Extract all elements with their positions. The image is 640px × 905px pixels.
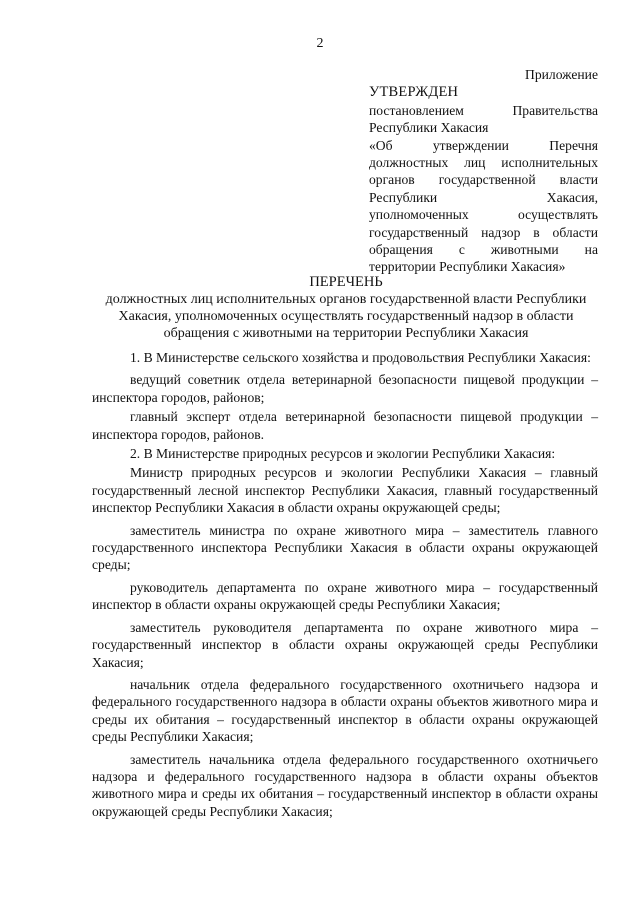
document-body	[92, 349, 598, 825]
list-item: 1. В Министерстве сельского хозяйства и продовольствия Республики Хакасия:	[130, 350, 591, 365]
list-item: начальник отдела федерального государственного охотничьего надзора и федерального государственного надзора в области охраны объектов животного мира и среды их обитания – государственный инспектор в области охраны окружающей среды Республики Хакасия;	[92, 676, 598, 745]
document-heading	[92, 274, 600, 342]
approval-line: территории Республики Хакасия»	[369, 259, 566, 275]
approval-line: государственный надзор в области	[369, 224, 598, 240]
approval-line: Республики Хакасия,	[369, 189, 598, 205]
list-item: 2. В Министерстве природных ресурсов и экологии Республики Хакасия:	[130, 446, 556, 462]
approval-line: уполномоченных осуществлять	[369, 207, 598, 223]
list-item: Министр природных ресурсов и экологии Республики Хакасия – главный государственный лесной инспектор Республики Хакасия, главный государственный инспектор Республики Хакасия в области охраны окружающей среды;	[92, 465, 598, 516]
page-number: 2	[316, 36, 324, 51]
list-item: заместитель начальника отдела федерального государственного охотничьего надзора и федерального государственного надзора в области охраны объектов животного мира и среды их обитания – государственный инспектор в области охраны окружающей среды Республики Хакасия;	[92, 751, 598, 819]
approval-line: органов государственной власти	[369, 172, 598, 188]
appendix-label: Приложение	[525, 67, 598, 82]
document-title: ПЕРЕЧЕНЬ	[309, 274, 383, 290]
list-item: ведущий советник отдела ветеринарной безопасности пищевой продукции – инспектора городов, районов;	[92, 372, 598, 405]
approval-line: постановлением Правительства	[369, 102, 598, 118]
approval-line: Республики Хакасия	[369, 120, 489, 136]
approval-line: обращения с животными на	[369, 242, 598, 258]
document-subtitle: должностных лиц исполнительных органов государственной власти Республики Хакасия, уполномоченных осуществлять государственный надзор в области обращения с животными на территории Республики Хакасия	[105, 292, 587, 342]
approval-title: УТВЕРЖДЕН	[369, 84, 459, 101]
approval-line: должностных лиц исполнительных	[369, 155, 598, 171]
list-item: руководитель департамента по охране животного мира – государственный инспектор в области охраны окружающей среды Республики Хакасия;	[92, 579, 598, 613]
approval-line: «Об утверждении Перечня	[369, 137, 598, 153]
list-item: заместитель руководителя департамента по охране животного мира – государственный инспектор в области охраны окружающей среды Республики Хакасия;	[92, 619, 598, 670]
list-item: главный эксперт отдела ветеринарной безопасности пищевой продукции – инспектора городов, районов.	[92, 409, 598, 442]
approval-block	[369, 66, 598, 276]
approval-body	[369, 102, 598, 276]
list-item: заместитель министра по охране животного мира – заместитель главного государственного инспектора Республики Хакасия в области охраны окружающей среды;	[92, 522, 598, 573]
